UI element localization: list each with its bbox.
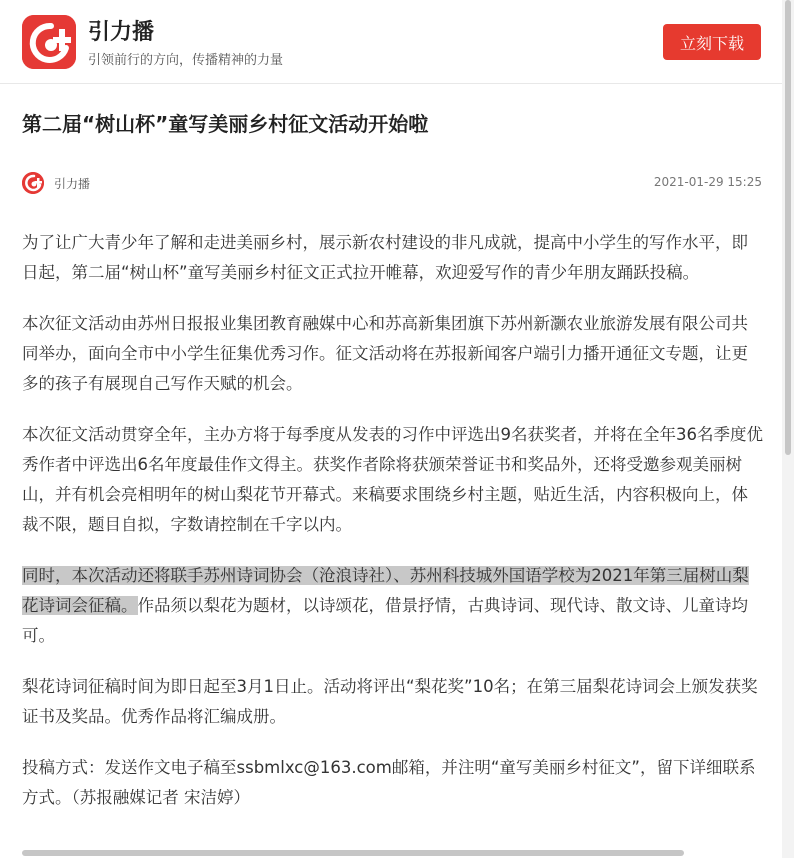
brand-name: 引力播 <box>88 20 155 45</box>
article-title: 第二届“树山杯”童写美丽乡村征文活动开始啦 <box>22 112 429 136</box>
paragraph-3: 本次征文活动贯穿全年，主办方将于每季度从发表的习作中评选出9名获奖者，并将在全年36名季度优秀作者中评选出6名年度最佳作文得主。获奖作者除将获颁荣誉证书和奖品外，还将受邀参观美丽树山，并有机会亮相明年的树山梨花节开幕式。来稿要求围绕乡村主题，贴近生活，内容积极向上，体裁不限，题目自拟，字数请控制在千字以内。 <box>22 425 763 534</box>
paragraph-2: 本次征文活动由苏州日报报业集团教育融媒中心和苏高新集团旗下苏州新灏农业旅游发展有限公司共同举办，面向全市中小学生征集优秀习作。征文活动将在苏报新闻客户端引力播开通征文专题，让更多的孩子有展现自己写作天赋的机会。 <box>22 314 748 393</box>
article-meta <box>22 172 762 194</box>
horizontal-scrollbar-thumb[interactable] <box>22 850 684 856</box>
brand-slogan: 引领前行的方向，传播精神的力量 <box>88 53 284 68</box>
app-header <box>0 0 782 84</box>
paragraph-4 <box>22 561 764 651</box>
vertical-scrollbar-thumb[interactable] <box>785 0 791 455</box>
app-logo-icon[interactable] <box>22 15 76 69</box>
author-name[interactable]: 引力播 <box>54 177 91 191</box>
paragraph-5: 梨花诗词征稿时间为即日起至3月1日止。活动将评出“梨花奖”10名；在第三届梨花诗词会上颁发获奖证书及奖品。优秀作品将汇编成册。 <box>22 677 758 726</box>
article-body <box>22 228 764 834</box>
download-button[interactable]: 立刻下载 <box>663 24 761 60</box>
highlighted-text[interactable]: 同时，本次活动还将联手苏州诗词协会（沧浪诗社）、苏州科技城外国语学校为2021年第三届树山梨花诗词会征稿。 <box>22 566 749 615</box>
paragraph-1: 为了让广大青少年了解和走进美丽乡村，展示新农村建设的非凡成就，提高中小学生的写作水平，即日起，第二届“树山杯”童写美丽乡村征文正式拉开帷幕，欢迎爱写作的青少年朋友踊跃投稿。 <box>22 233 748 282</box>
author-avatar-icon[interactable] <box>22 172 44 194</box>
paragraph-4-rest: 作品须以梨花为题材，以诗颂花，借景抒情，古典诗词、现代诗、散文诗、儿童诗均可。 <box>22 596 748 645</box>
publish-date: 2021-01-29 15:25 <box>653 175 762 189</box>
paragraph-6: 投稿方式：发送作文电子稿至ssbmlxc@163.com邮箱，并注明“童写美丽乡村征文”，留下详细联系方式。（苏报融媒记者 宋洁婷） <box>22 758 756 807</box>
